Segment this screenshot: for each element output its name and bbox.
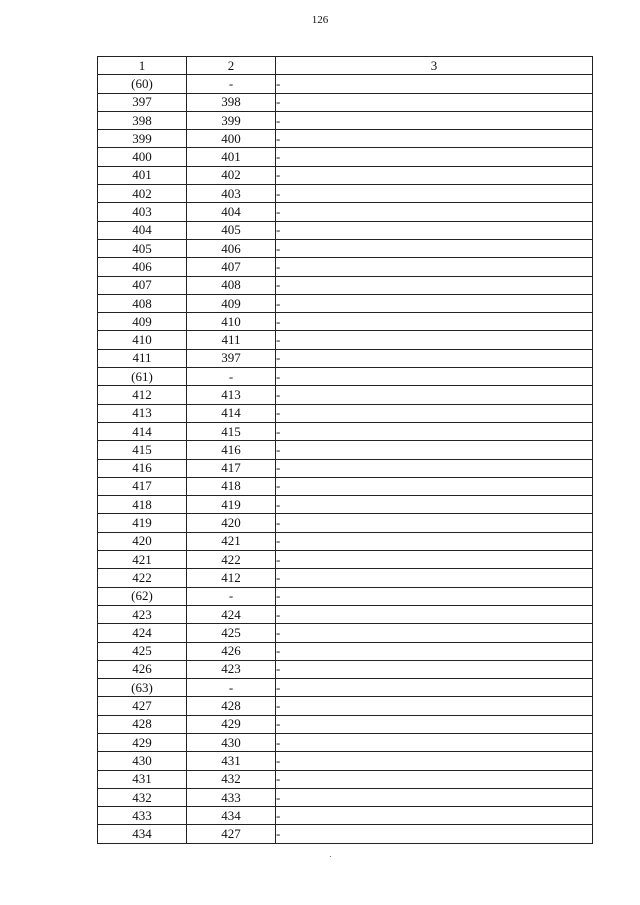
table-cell-col1: 400 [98,148,187,166]
table-cell-col3: - [276,514,593,532]
table-cell-col1: 399 [98,130,187,148]
table-row [98,422,593,440]
table-cell-col2: 420 [187,514,276,532]
table-row [98,770,593,788]
table-cell-col3: - [276,331,593,349]
table-cell-col3: - [276,221,593,239]
table-cell-col3: - [276,551,593,569]
table-row [98,459,593,477]
column-header-1: 1 [98,57,187,75]
table-cell-col1: 426 [98,660,187,678]
table-cell-col1: 424 [98,624,187,642]
table-cell-col1: 409 [98,313,187,331]
table-row [98,660,593,678]
table-cell-col1: 397 [98,93,187,111]
table-cell-col2: 421 [187,532,276,550]
table-row [98,203,593,221]
table-row [98,441,593,459]
table-cell-col1: 418 [98,496,187,514]
table-cell-col1: 407 [98,276,187,294]
table-cell-col2: 400 [187,130,276,148]
table-cell-col2: - [187,368,276,386]
table-cell-col3: - [276,166,593,184]
table-cell-col1: 434 [98,825,187,843]
table-cell-col2: 398 [187,93,276,111]
table-row [98,624,593,642]
table-row [98,93,593,111]
table-row [98,605,593,623]
table-row [98,569,593,587]
table-body [98,75,593,843]
table-row [98,368,593,386]
table-cell-col1: 427 [98,697,187,715]
table-cell-col2: 397 [187,349,276,367]
table-cell-col1: 428 [98,715,187,733]
table-cell-col3: - [276,715,593,733]
table-row [98,221,593,239]
table-cell-col2: 411 [187,331,276,349]
table-cell-col3: - [276,93,593,111]
table-cell-col2: 409 [187,294,276,312]
table-cell-col1: 398 [98,111,187,129]
table-cell-col2: 432 [187,770,276,788]
table-cell-col3: - [276,239,593,257]
table-row [98,148,593,166]
table-cell-col2: 412 [187,569,276,587]
table-cell-col2: 426 [187,642,276,660]
table-cell-col1: 425 [98,642,187,660]
table-row [98,404,593,422]
table-cell-col2: 417 [187,459,276,477]
table-cell-col1: 420 [98,532,187,550]
table-cell-col2: 416 [187,441,276,459]
table-row [98,258,593,276]
table-cell-col1: 406 [98,258,187,276]
table-cell-col3: - [276,788,593,806]
table-cell-col3: - [276,148,593,166]
page-number: 126 [311,14,329,26]
table-row [98,75,593,93]
column-header-3: 3 [276,57,593,75]
table-cell-col3: - [276,660,593,678]
table-cell-col2: 401 [187,148,276,166]
table-cell-col3: - [276,733,593,751]
table-cell-col1: 413 [98,404,187,422]
table-cell-col1: (60) [98,75,187,93]
table-cell-col2: 419 [187,496,276,514]
table-cell-col1: 433 [98,807,187,825]
table-cell-col1: 404 [98,221,187,239]
table-cell-col3: - [276,605,593,623]
table-cell-col3: - [276,130,593,148]
table-cell-col1: (63) [98,679,187,697]
table-cell-col1: 411 [98,349,187,367]
table-cell-col2: 413 [187,386,276,404]
table-row [98,386,593,404]
table-cell-col1: 410 [98,331,187,349]
table-cell-col2: - [187,679,276,697]
table-cell-col1: 403 [98,203,187,221]
table-cell-col1: 412 [98,386,187,404]
table-cell-col2: 403 [187,185,276,203]
table-cell-col2: 406 [187,239,276,257]
table-cell-col2: 424 [187,605,276,623]
table-row [98,587,593,605]
table-cell-col1: 429 [98,733,187,751]
table-row [98,752,593,770]
table-row [98,532,593,550]
table-cell-col3: - [276,422,593,440]
table-cell-col1: (62) [98,587,187,605]
table-cell-col2: 429 [187,715,276,733]
table-cell-col1: 432 [98,788,187,806]
data-table [97,56,593,844]
table-cell-col2: 423 [187,660,276,678]
table-row [98,788,593,806]
table-cell-col1: 419 [98,514,187,532]
table-cell-col1: 415 [98,441,187,459]
scan-speck [330,856,331,857]
table-cell-col2: 405 [187,221,276,239]
table-cell-col3: - [276,349,593,367]
table-row [98,807,593,825]
table-cell-col3: - [276,75,593,93]
table-cell-col3: - [276,624,593,642]
table-cell-col1: 402 [98,185,187,203]
table-row [98,349,593,367]
table-cell-col2: - [187,75,276,93]
table-cell-col2: 434 [187,807,276,825]
table-row [98,185,593,203]
table-cell-col3: - [276,111,593,129]
table-cell-col3: - [276,532,593,550]
table-cell-col2: 418 [187,477,276,495]
table-cell-col3: - [276,679,593,697]
table-cell-col3: - [276,807,593,825]
table-header-row [98,57,593,75]
table-cell-col2: 433 [187,788,276,806]
table-cell-col3: - [276,404,593,422]
table-row [98,825,593,843]
table-cell-col3: - [276,697,593,715]
table-cell-col2: 425 [187,624,276,642]
table-cell-col3: - [276,276,593,294]
table-cell-col1: 421 [98,551,187,569]
table-cell-col2: - [187,587,276,605]
table-cell-col2: 428 [187,697,276,715]
table-cell-col3: - [276,825,593,843]
table-row [98,313,593,331]
table-cell-col2: 430 [187,733,276,751]
table-cell-col3: - [276,313,593,331]
table-cell-col1: 430 [98,752,187,770]
table-row [98,111,593,129]
table-cell-col3: - [276,386,593,404]
table-cell-col3: - [276,477,593,495]
table-cell-col2: 427 [187,825,276,843]
table-cell-col3: - [276,569,593,587]
table-cell-col3: - [276,770,593,788]
table-cell-col2: 415 [187,422,276,440]
table-row [98,331,593,349]
table-cell-col1: 417 [98,477,187,495]
table-cell-col3: - [276,185,593,203]
table-row [98,642,593,660]
table-row [98,477,593,495]
table-row [98,514,593,532]
table-cell-col3: - [276,258,593,276]
table-cell-col2: 431 [187,752,276,770]
table-cell-col3: - [276,368,593,386]
table-row [98,166,593,184]
table-cell-col2: 410 [187,313,276,331]
table-cell-col1: 416 [98,459,187,477]
table-cell-col1: 423 [98,605,187,623]
table-cell-col2: 422 [187,551,276,569]
table-cell-col3: - [276,752,593,770]
table-cell-col1: 414 [98,422,187,440]
table-row [98,551,593,569]
table-cell-col3: - [276,459,593,477]
table-cell-col3: - [276,587,593,605]
table-row [98,715,593,733]
table-row [98,496,593,514]
table-cell-col3: - [276,294,593,312]
table-cell-col3: - [276,203,593,221]
table-cell-col1: 401 [98,166,187,184]
table-row [98,697,593,715]
table-cell-col2: 402 [187,166,276,184]
table-row [98,679,593,697]
table-cell-col2: 414 [187,404,276,422]
table-cell-col3: - [276,496,593,514]
table-cell-col2: 399 [187,111,276,129]
table-cell-col1: 422 [98,569,187,587]
table-cell-col2: 408 [187,276,276,294]
table-cell-col1: 405 [98,239,187,257]
table-row [98,294,593,312]
table-cell-col3: - [276,441,593,459]
table-cell-col1: (61) [98,368,187,386]
table-cell-col1: 431 [98,770,187,788]
table-cell-col2: 404 [187,203,276,221]
table-cell-col3: - [276,642,593,660]
column-header-2: 2 [187,57,276,75]
table-row [98,733,593,751]
table-cell-col2: 407 [187,258,276,276]
table-cell-col1: 408 [98,294,187,312]
table-row [98,239,593,257]
table-row [98,130,593,148]
table-row [98,276,593,294]
